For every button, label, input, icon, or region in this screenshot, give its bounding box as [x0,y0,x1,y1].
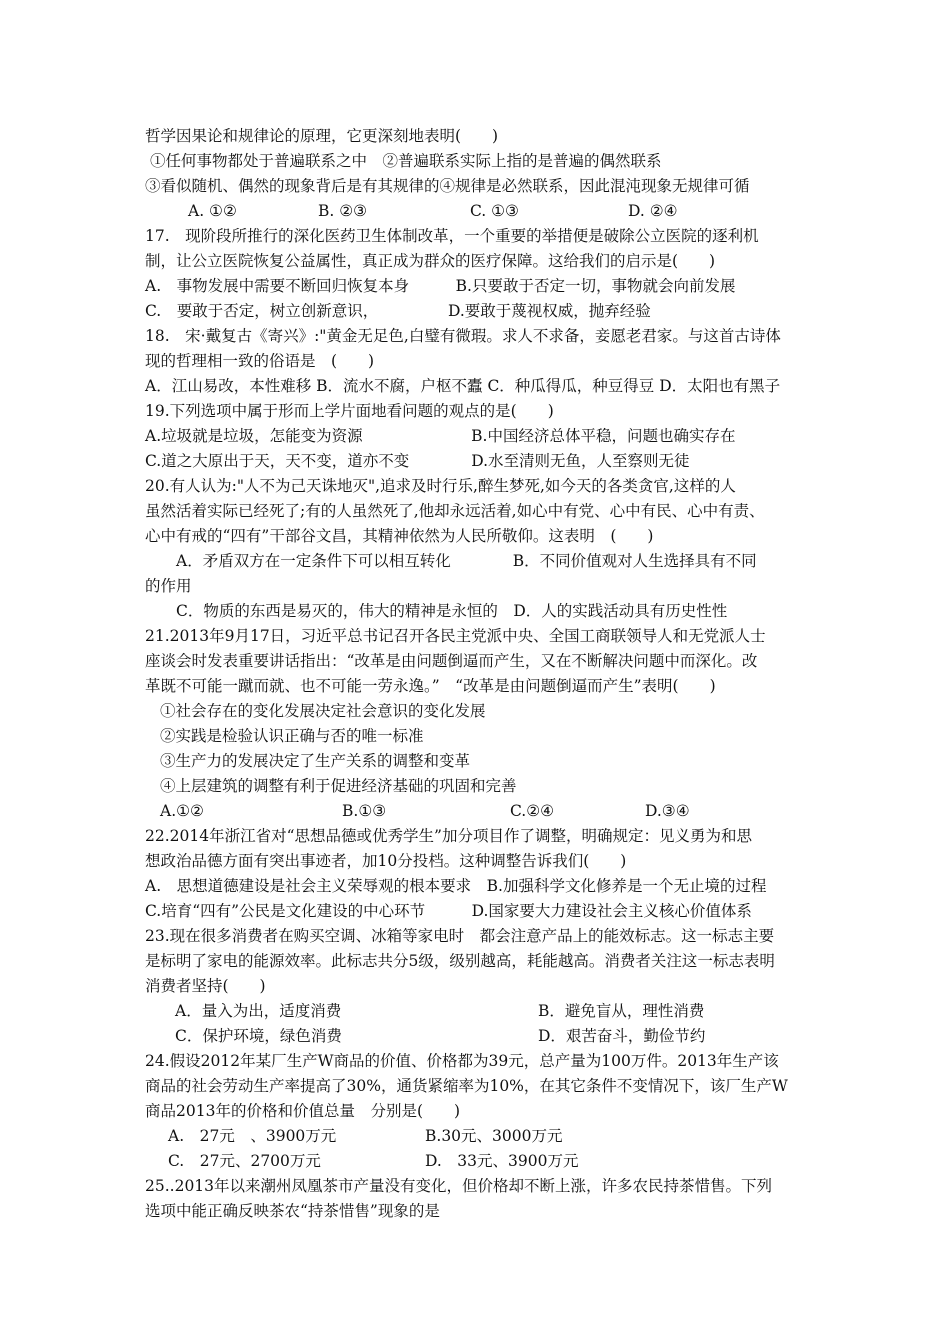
q16-option-c: C. ①③ [470,202,519,220]
q21-line-2: 座谈会时发表重要讲话指出：“改革是由问题倒逼而产生，又在不断解决问题中而深化。改 [145,652,758,670]
q16-option-d: D. ②④ [628,202,678,220]
q25-line-1: 25..2013年以来潮州凤凰茶市产量没有变化，但价格却不断上涨，许多农民持茶惜售。下列 [145,1177,773,1195]
q22-options-ab: A. 思想道德建设是社会主义荣辱观的根本要求 B.加强科学文化修养是一个无止境的过程 [145,877,767,895]
q21-option-c: C.②④ [510,802,555,820]
q20-options-ab: A．矛盾双方在一定条件下可以相互转化 B．不同价值观对人生选择具有不同 [145,552,757,570]
q17-options-ab: A. 事物发展中需要不断回归恢复本身 B.只要敢于否定一切，事物就会向前发展 [145,277,736,295]
q21-option-b: B.①③ [342,802,387,820]
q24-option-a: A. 27元 、3900万元 [168,1127,337,1145]
q21-line-1: 21.2013年9月17日，习近平总书记召开各民主党派中央、全国工商联领导人和无党派人士 [145,627,766,645]
q23-option-c: C．保护环境，绿色消费 [175,1027,342,1045]
q24-option-c: C. 27元、2700万元 [168,1152,321,1170]
q22-options-cd: C.培育“四有”公民是文化建设的中心环节 D.国家要大力建设社会主义核心价值体系 [145,902,752,920]
q21-statement-1: ①社会存在的变化发展决定社会意识的变化发展 [160,702,486,720]
q17-options-cd: C. 要敢于否定，树立创新意识， D.要敢于蔑视权威，抛弃经验 [145,302,651,320]
q23-option-b: B．避免盲从，理性消费 [538,1002,705,1020]
q24-line-2: 商品的社会劳动生产率提高了30%，通货紧缩率为10%，在其它条件不变情况下，该厂生产W [145,1077,788,1095]
q21-statement-3: ③生产力的发展决定了生产关系的调整和变革 [160,752,471,770]
q23-line-1: 23.现在很多消费者在购买空调、冰箱等家电时 都会注意产品上的能效标志。这一标志主要 [145,927,775,945]
q23-option-a: A．量入为出，适度消费 [175,1002,342,1020]
q23-option-d: D．艰苦奋斗，勤俭节约 [538,1027,706,1045]
q16-statement-2: ③看似随机、偶然的现象背后是有其规律的④规律是必然联系，因此混沌现象无规律可循 [145,177,750,195]
q24-line-1: 24.假设2012年某厂生产W商品的价值、价格都为39元，总产量为100万件。2013年生产该 [145,1052,779,1070]
q20-line-3: 心中有戒的“四有”干部谷文昌，其精神依然为人民所敬仰。这表明 ( ) [145,527,654,545]
q19-options-ab: A.垃圾就是垃圾，怎能变为资源 B.中国经济总体平稳，问题也确实存在 [145,427,736,445]
q17-line-1: 17. 现阶段所推行的深化医药卫生体制改革，一个重要的举措便是破除公立医院的逐利机 [145,227,759,245]
q20-line-1: 20.有人认为:"人不为己天诛地灭",追求及时行乐,醉生梦死,如今天的各类贪官,这样的人 [145,477,736,495]
q23-line-3: 消费者坚持( ) [145,977,266,995]
q25-line-2: 选项中能正确反映茶农“持茶惜售”现象的是 [145,1202,440,1220]
q18-line-1: 18. 宋·戴复古《寄兴》:"黄金无足色,白璧有微瑕。求人不求备，妾愿老君家。与这首古诗体 [145,327,781,345]
q20-line-2: 虽然活着实际已经死了;有的人虽然死了,他却永远活着,如心中有党、心中有民、心中有责、 [145,502,765,520]
q21-statement-4: ④上层建筑的调整有利于促进经济基础的巩固和完善 [160,777,517,795]
q16-statement-1: ①任何事物都处于普遍联系之中 ②普遍联系实际上指的是普遍的偶然联系 [150,152,662,170]
q24-option-d: D. 33元、3900万元 [425,1152,579,1170]
q16-option-b: B. ②③ [318,202,368,220]
q24-option-b: B.30元、3000万元 [425,1127,563,1145]
q20-options-cd: C．物质的东西是易灭的，伟大的精神是永恒的 D．人的实践活动具有历史性性 [145,602,728,620]
q18-options: A．江山易改，本性难移 B．流水不腐，户枢不蠹 C．种瓜得瓜，种豆得豆 D．太阳也有黑子 [145,377,781,395]
q17-line-2: 制，让公立医院恢复公益属性，真正成为群众的医疗保障。这给我们的启示是( ) [145,252,716,270]
q24-line-3: 商品2013年的价格和价值总量 分别是( ) [145,1102,461,1120]
q22-line-2: 想政治品德方面有突出事迹者，加10分投档。这种调整告诉我们( ) [145,852,627,870]
q16-stem: 哲学因果论和规律论的原理，它更深刻地表明( ) [145,127,499,145]
q21-line-3: 革既不可能一蹴而就、也不可能一劳永逸。” “改革是由问题倒逼而产生”表明( ) [145,677,716,695]
q19-stem: 19.下列选项中属于形而上学片面地看问题的观点的是( ) [145,402,554,420]
q21-option-d: D.③④ [645,802,690,820]
q21-option-a: A.①② [160,802,204,820]
q22-line-1: 22.2014年浙江省对“思想品德或优秀学生”加分项目作了调整，明确规定：见义勇为和思 [145,827,752,845]
q20-options-ab-wrap: 的作用 [145,577,192,595]
q21-statement-2: ②实践是检验认识正确与否的唯一标准 [160,727,424,745]
q19-options-cd: C.道之大原出于天，天不变，道亦不变 D.水至清则无鱼，人至察则无徒 [145,452,690,470]
q16-option-a: A. ①② [188,202,237,220]
q23-line-2: 是标明了家电的能源效率。此标志共分5级，级别越高，耗能越高。消费者关注这一标志表明 [145,952,775,970]
q18-line-2: 现的哲理相一致的俗语是 ( ) [145,352,375,370]
